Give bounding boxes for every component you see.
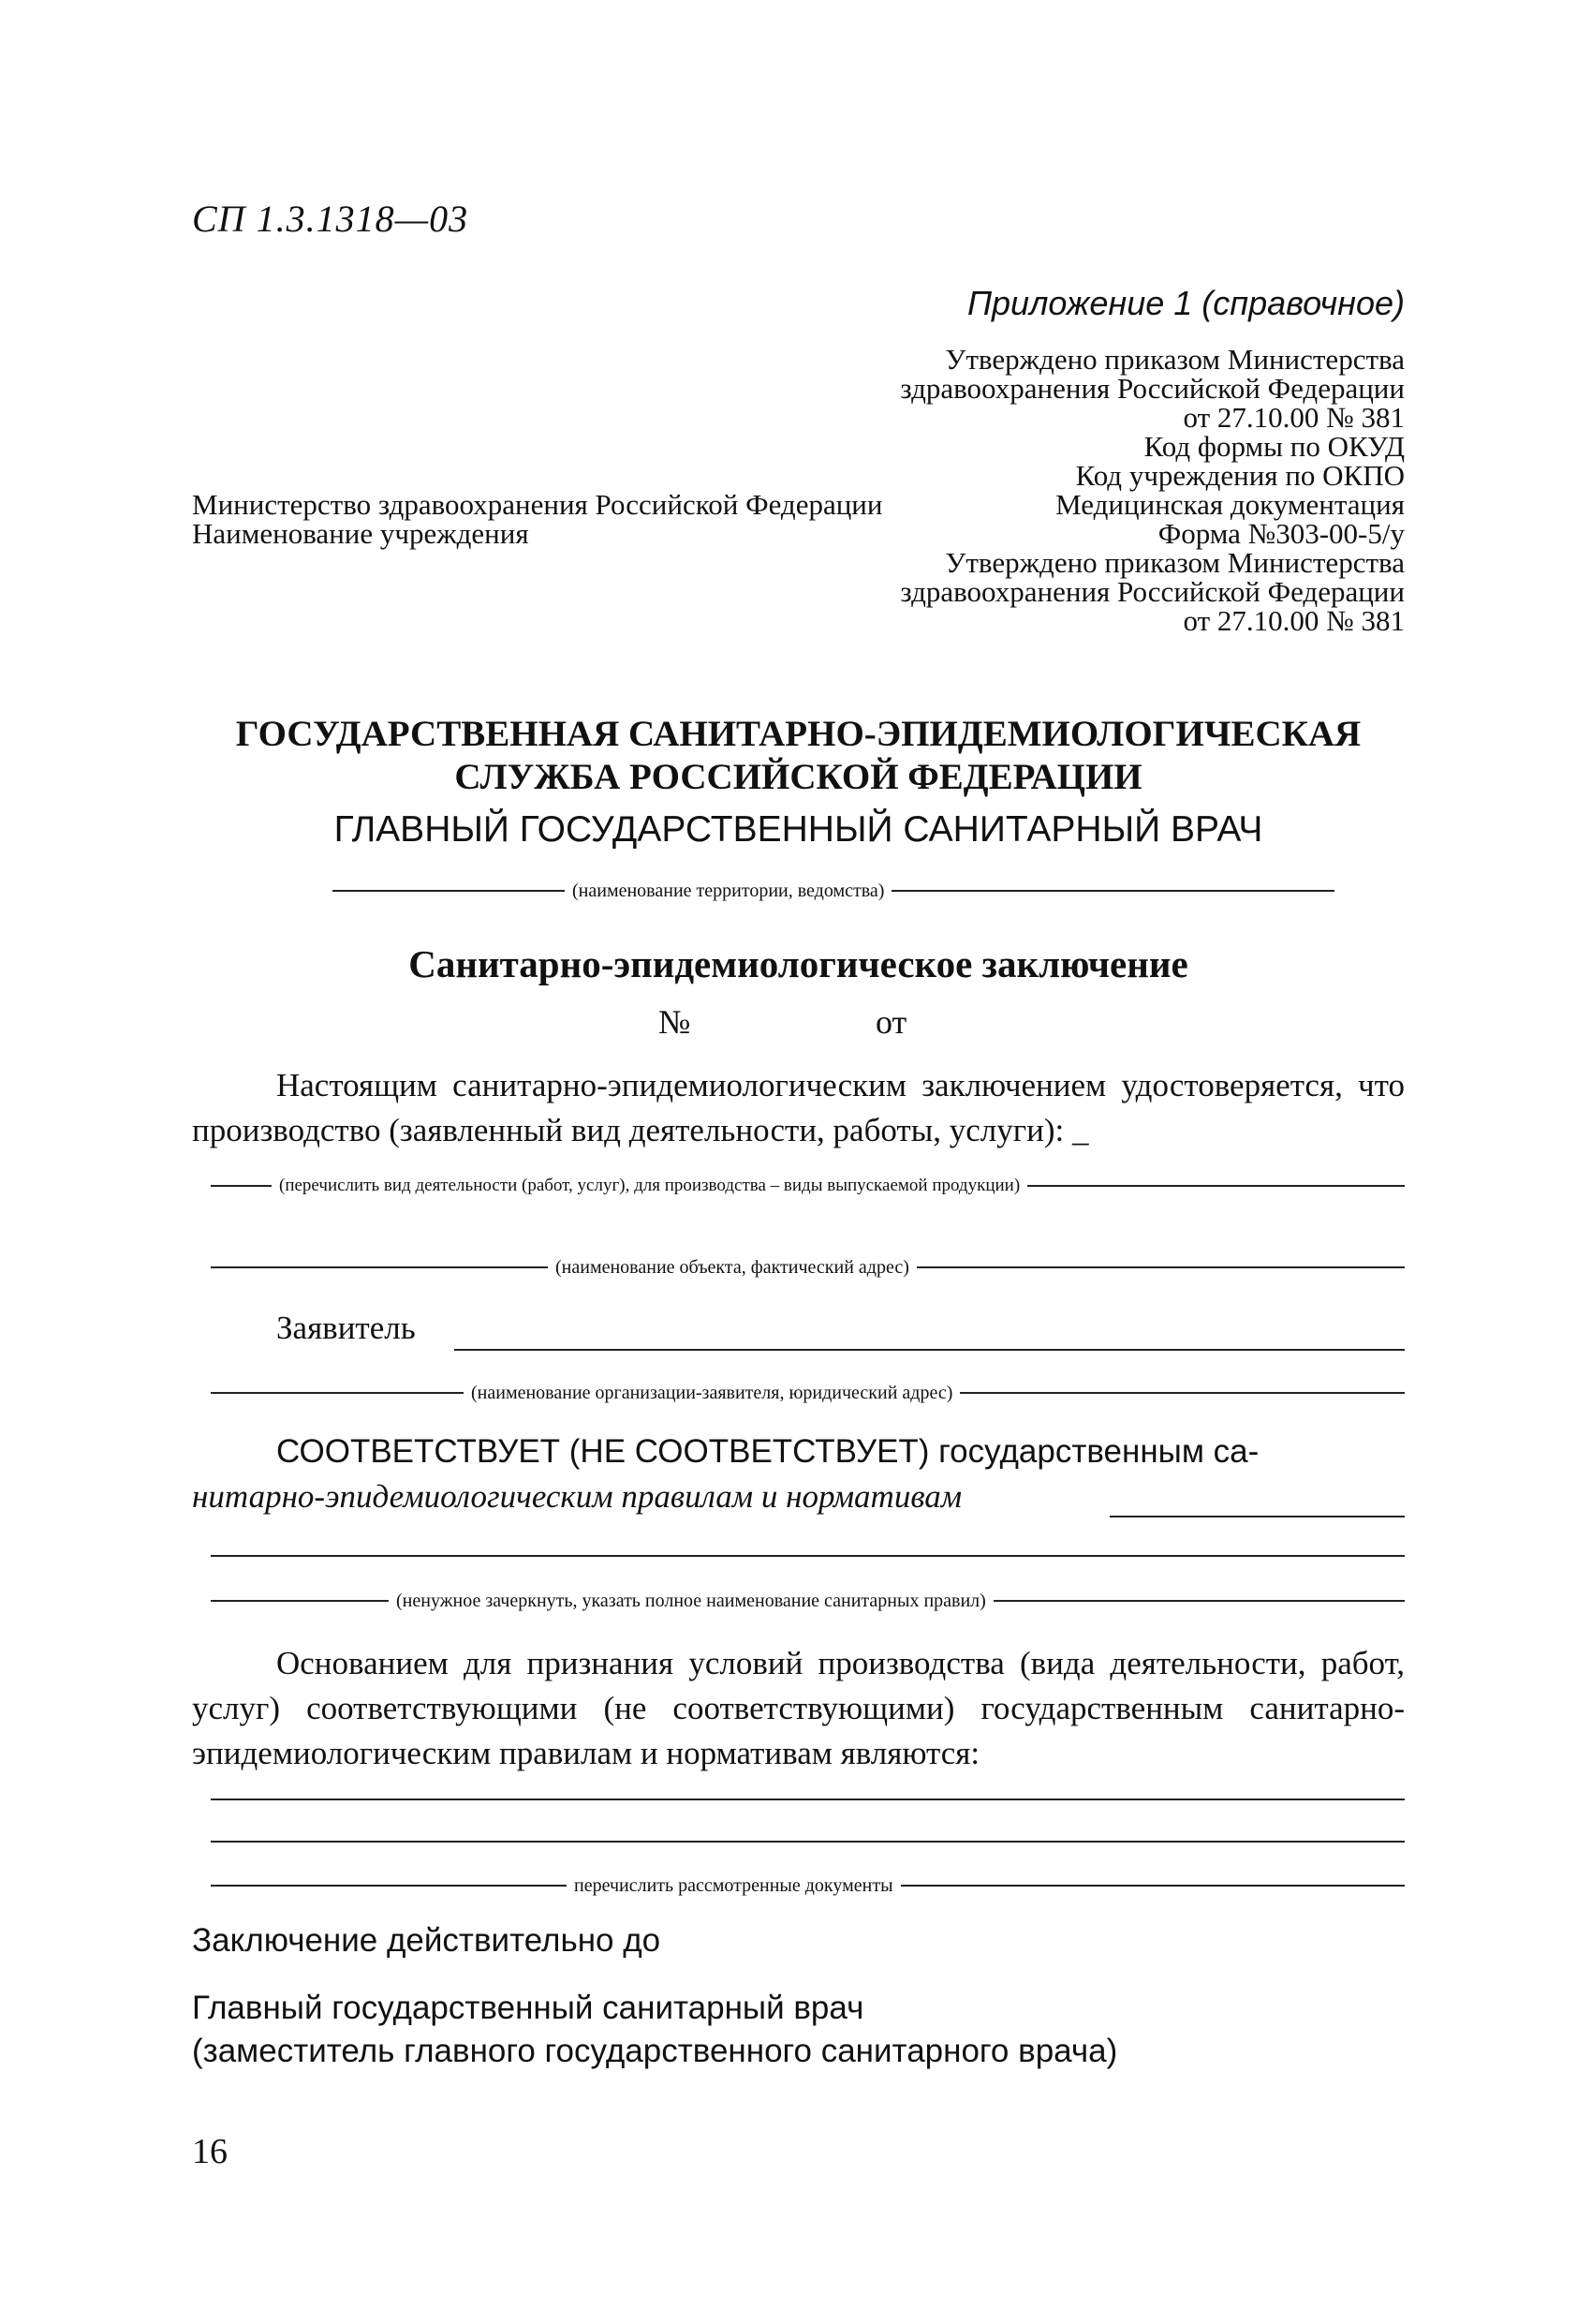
signature-line-2: (заместитель главного государственного санитарного врача) [192, 2033, 1118, 2069]
number-label: № [658, 1003, 691, 1041]
approval-line: от 27.10.00 № 381 [1183, 604, 1405, 637]
conclusion-title: Санитарно-эпидемиологическое заключение [408, 942, 1188, 985]
territory-caption: (наименование территории, ведомства) [565, 881, 892, 901]
intro-paragraph: Настоящим санитарно-эпидемиологическим заключением удостоверяется, что производство (заявленный вид деятельности, работы, услуги): _ [192, 1067, 1405, 1148]
rules-input-line[interactable] [1110, 1516, 1405, 1517]
valid-until-label: Заключение действительно до [192, 1922, 661, 1959]
document-code: СП 1.3.1318—03 [192, 198, 469, 240]
applicant-input-line[interactable] [454, 1349, 1405, 1351]
chief-doctor-heading: ГЛАВНЫЙ ГОСУДАРСТВЕННЫЙ САНИТАРНЫЙ ВРАЧ [333, 809, 1263, 850]
applicant-caption: (наименование организации-заявителя, юридический адрес) [464, 1383, 960, 1403]
compliance-line-2: нитарно-эпидемиологическим правилам и нормативам [192, 1478, 963, 1515]
page-number: 16 [192, 2132, 228, 2171]
approval-line: Утверждено приказом Министерства [945, 546, 1405, 579]
documents-line-1[interactable] [211, 1799, 1405, 1800]
rules-caption: (ненужное зачеркнуть, указать полное наименование санитарных правил) [389, 1591, 994, 1611]
agency-heading [192, 713, 1405, 799]
object-caption: (наименование объекта, фактический адрес) [548, 1257, 917, 1278]
agency-line-2: СЛУЖБА РОССИЙСКОЙ ФЕДЕРАЦИИ [454, 757, 1142, 797]
compliance-line-1: СООТВЕТСТВУЕТ (НЕ СООТВЕТСТВУЕТ) государственным са- [276, 1433, 1260, 1470]
ministry-block [192, 490, 882, 548]
from-label: от [876, 1003, 907, 1041]
documents-line-2[interactable] [211, 1841, 1405, 1843]
activity-caption: (перечислить вид деятельности (работ, услуг), для производства – виды выпускаемой продукции) [272, 1176, 1027, 1196]
approval-line: Утверждено приказом Министерства [945, 343, 1405, 376]
basis-paragraph: Основанием для признания условий производства (вида деятельности, работ, услуг) соответствующими (не соответствующими) государственным санитарно-эпидемиологическим правилам и нормативам являются: [192, 1645, 1405, 1771]
institution-name-label: Наименование учреждения [192, 517, 529, 550]
ministry-name: Министерство здравоохранения Российской Федерации [192, 488, 883, 521]
rules-line-2[interactable] [211, 1555, 1405, 1557]
approval-line: здравоохранения Российской Федерации [900, 372, 1405, 405]
signature-line-1: Главный государственный санитарный врач [192, 1990, 864, 2026]
approval-line: Форма №303-00-5/у [1157, 517, 1405, 550]
approval-line: от 27.10.00 № 381 [1183, 401, 1405, 434]
approval-block [900, 345, 1405, 635]
approval-line: здравоохранения Российской Федерации [900, 575, 1405, 608]
approval-line: Код учреждения по ОКПО [1075, 459, 1405, 492]
approval-line: Медицинская документация [1055, 488, 1405, 521]
appendix-label: Приложение 1 (справочное) [966, 284, 1405, 322]
applicant-label: Заявитель [276, 1310, 416, 1346]
agency-line-1: ГОСУДАРСТВЕННАЯ САНИТАРНО-ЭПИДЕМИОЛОГИЧЕСКАЯ [235, 714, 1362, 754]
approval-line: Код формы по ОКУД [1143, 430, 1405, 463]
documents-caption: перечислить рассмотренные документы [567, 1875, 901, 1896]
